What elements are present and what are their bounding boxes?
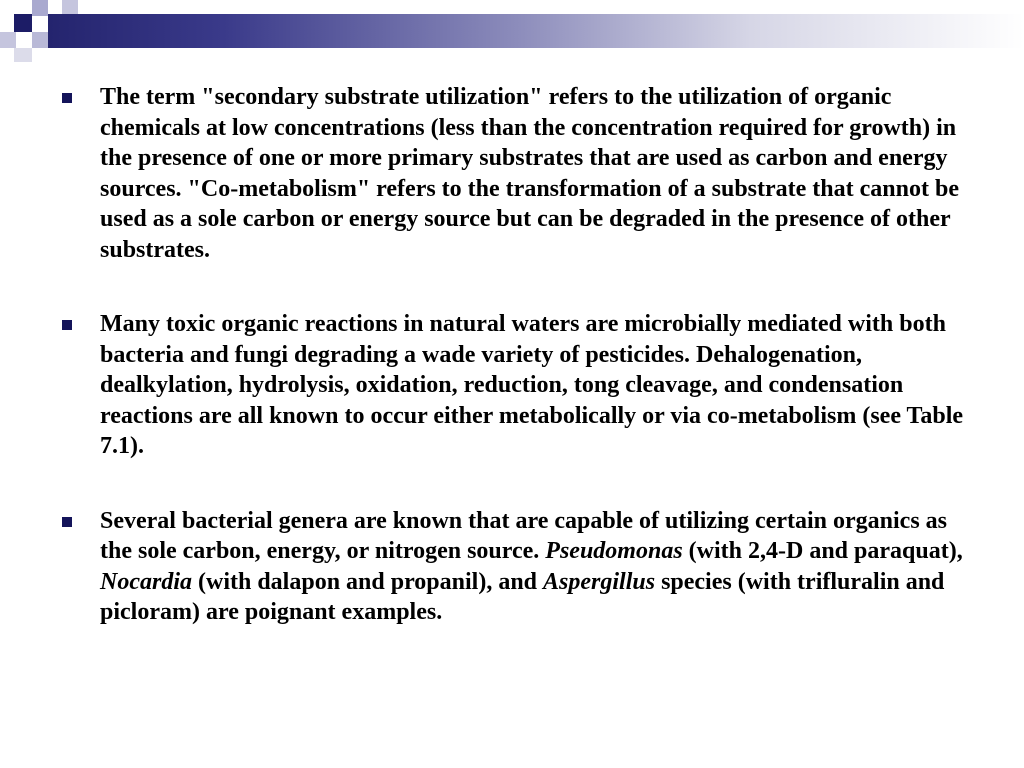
- text-segment: Several bacterial genera are known that are capable of utilizing certain organics as the sole carbon, energy, or nitrogen source.: [100, 507, 947, 564]
- square-bullet-icon: [62, 93, 72, 103]
- decorative-square: [14, 48, 32, 62]
- text-segment: species (with trifluralin and picloram) are poignant examples.: [100, 568, 945, 625]
- bullet-list: [62, 82, 972, 672]
- bullet-text: [100, 508, 963, 626]
- bullet-text: Many toxic organic reactions in natural waters are microbially mediated with both bacteria and fungi degrading a wade variety of pesticides. Dehalogenation, dealkylation, hydrolysis, oxidation, reduction, tong cleavage, and condensation reactions are all known to occur either metabolically or via co-metabolism (see Table 7.1).: [100, 311, 964, 459]
- bullet-item: [62, 506, 972, 628]
- decorative-square: [14, 14, 32, 32]
- genus-name-italic: Nocardia: [100, 568, 192, 595]
- decorative-square: [32, 32, 48, 48]
- decorative-square: [32, 0, 48, 16]
- decorative-square: [0, 32, 16, 48]
- bullet-item: [62, 82, 972, 265]
- genus-name-italic: Pseudomonas: [545, 538, 683, 564]
- text-segment: (with dalapon and propanil), and: [192, 568, 544, 595]
- genus-name-italic: Aspergillus: [543, 568, 656, 595]
- square-bullet-icon: [62, 320, 72, 330]
- decorative-square: [62, 0, 78, 14]
- header-gradient-bar: [48, 14, 1024, 48]
- bullet-item: [62, 309, 972, 462]
- bullet-text: The term "secondary substrate utilization" refers to the utilization of organic chemicals at low concentrations (less than the concentration required for growth) in the presence of one or more primary substrates that are used as carbon and energy sources. "Co-metabolism" refers to the transformation of a substrate that cannot be used as a sole carbon or energy source but can be degraded in the presence of other substrates.: [100, 84, 959, 263]
- square-bullet-icon: [62, 517, 72, 527]
- text-segment: (with 2,4-D and paraquat),: [682, 538, 963, 564]
